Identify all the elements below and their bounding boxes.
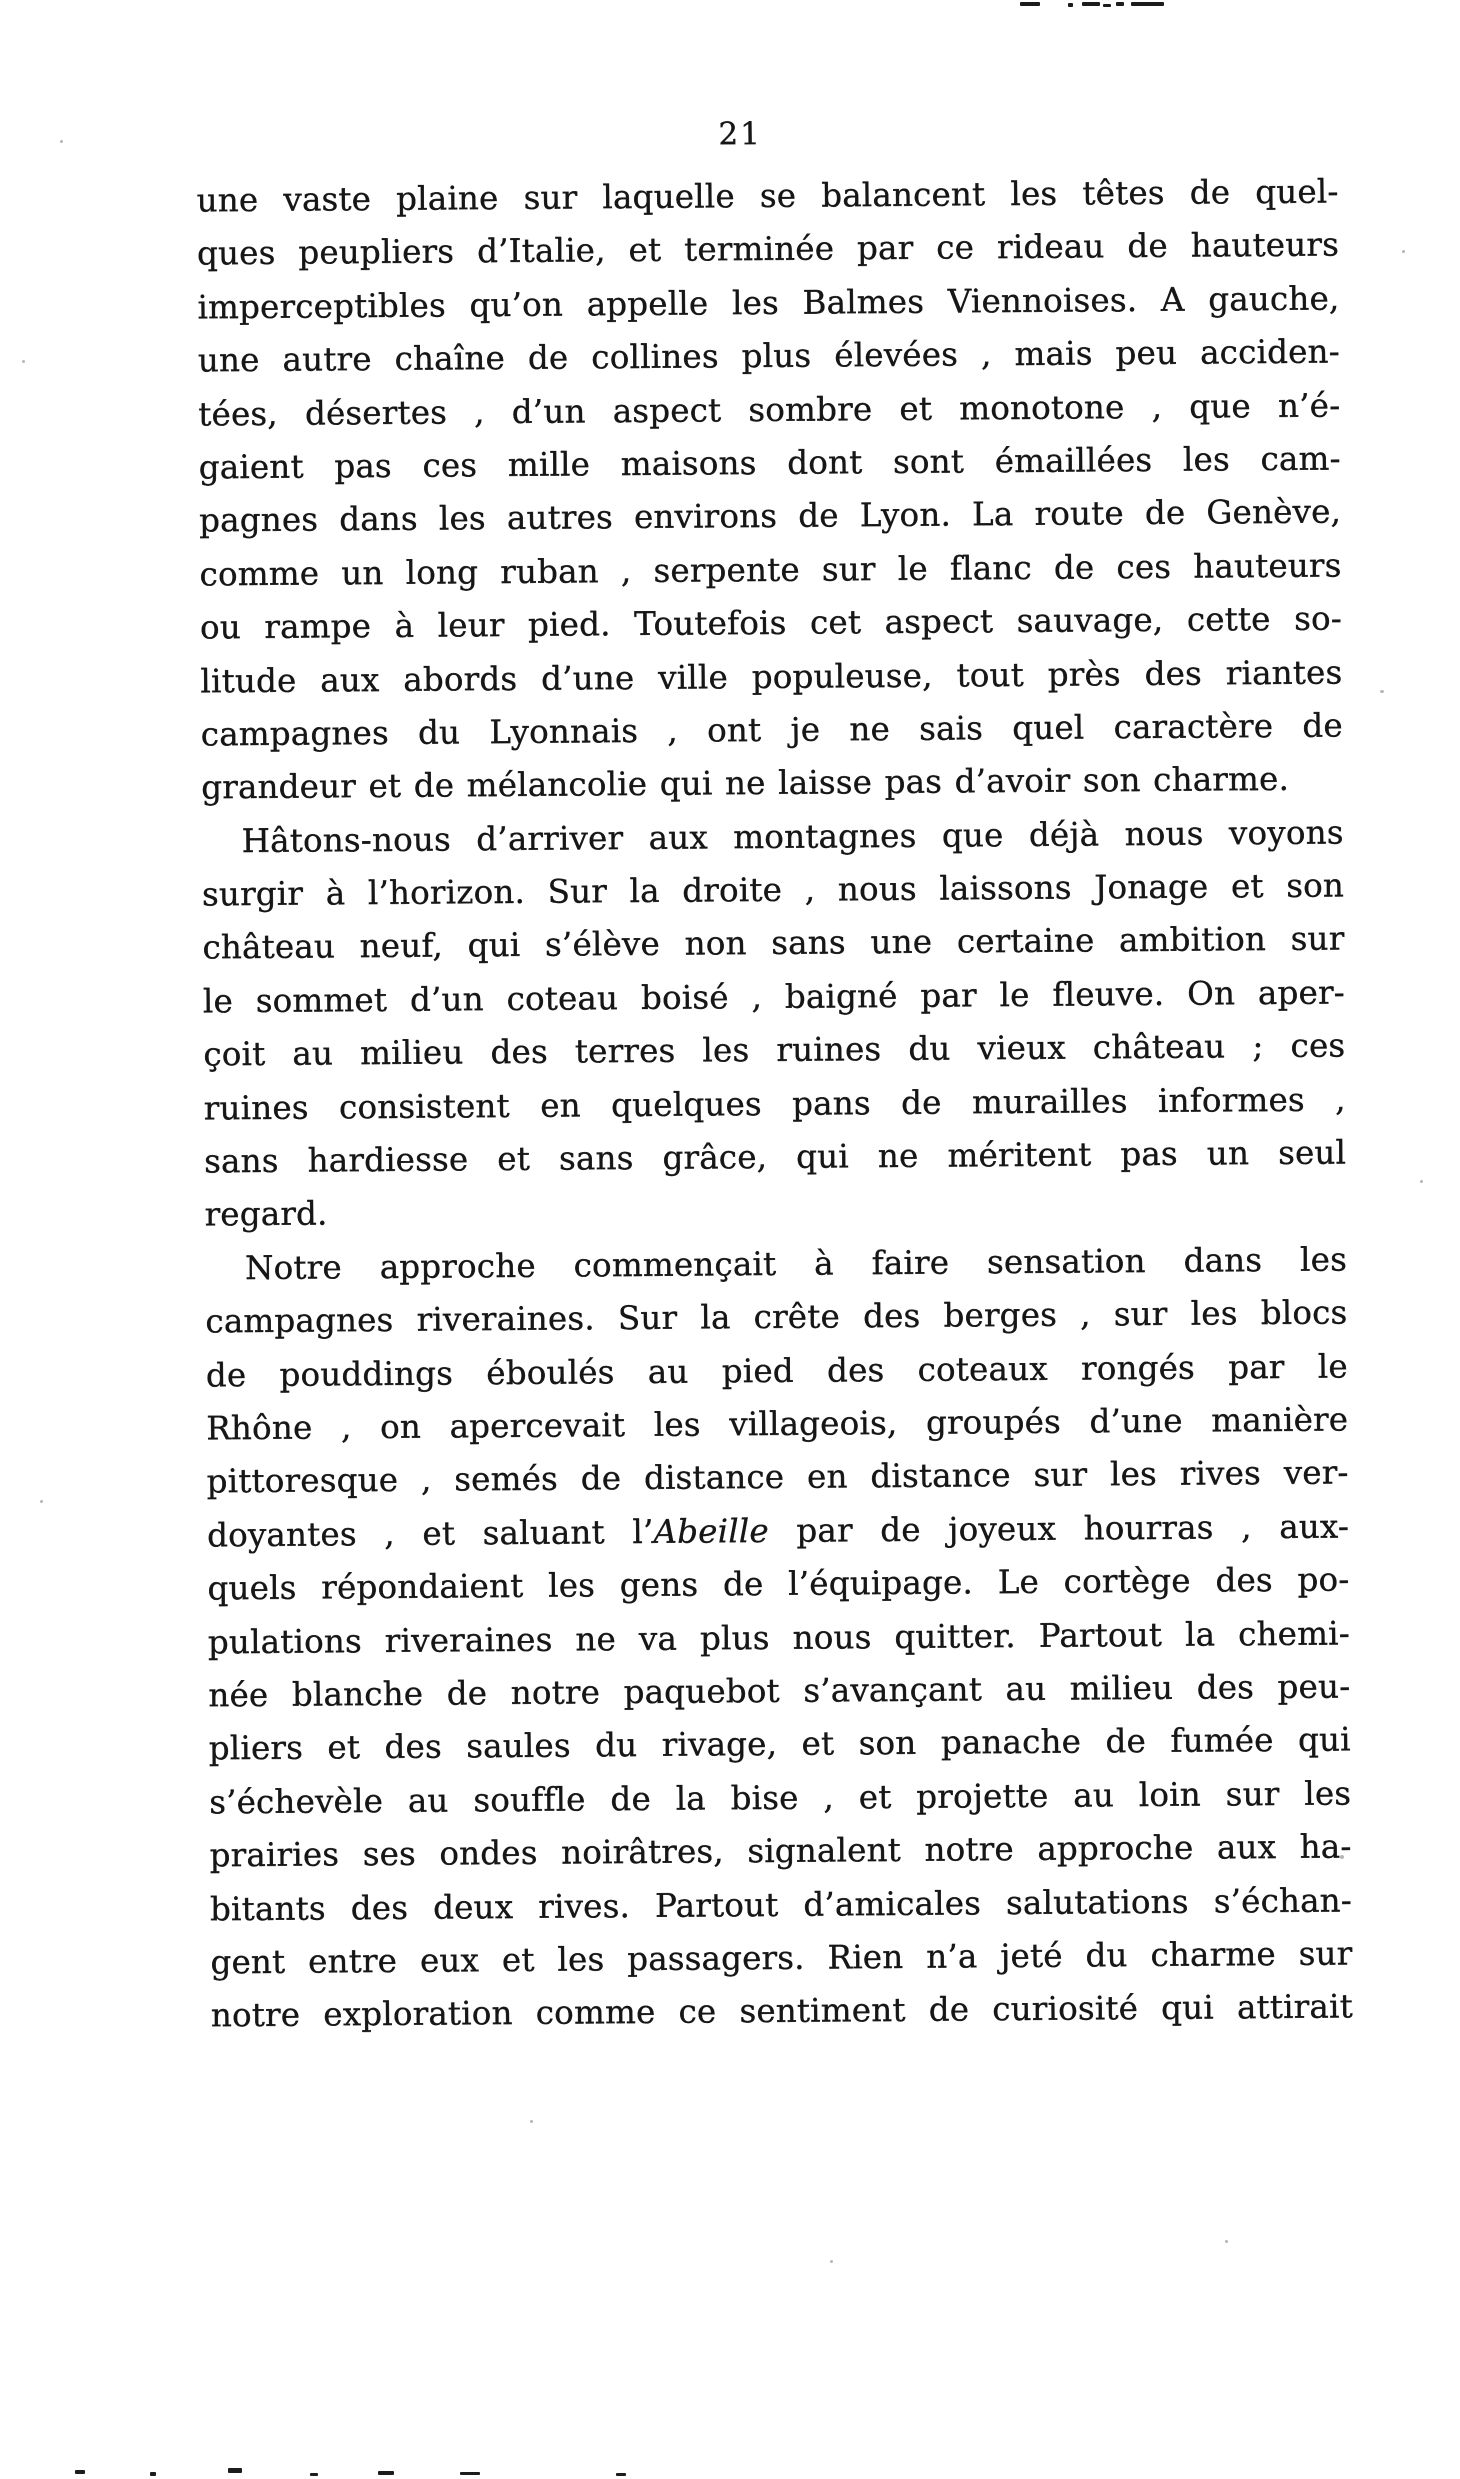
- scan-artifact: [310, 2473, 318, 2476]
- text-line: [202, 913, 1344, 975]
- text-line: [201, 699, 1343, 761]
- text-segment: grandeur et de mélancolie qui ne laisse pas d’avoir son charme.: [201, 760, 1290, 807]
- text-segment: Rhône , on apercevait les villageois, groupés d’une manière: [206, 1400, 1349, 1448]
- text-line: [198, 326, 1340, 388]
- text-line: [206, 1340, 1348, 1402]
- text-segment: tées, désertes , d’un aspect sombre et monotone , que n’é-: [198, 386, 1341, 434]
- text-line: [205, 1287, 1347, 1349]
- text-line: [207, 1554, 1349, 1616]
- text-line: [204, 1180, 1346, 1242]
- text-segment: s’échevèle au souffle de la bise , et projette au loin sur les: [209, 1774, 1352, 1822]
- text-segment: notre exploration comme ce sentiment de curiosité qui attirait: [210, 1987, 1354, 2035]
- scan-artifact: [1131, 2, 1164, 6]
- scan-speck: [1380, 690, 1384, 693]
- scan-speck: [1420, 1180, 1423, 1183]
- text-line: [210, 1927, 1352, 1989]
- text-segment: une vaste plaine sur laquelle se balancent les têtes de quel-: [196, 172, 1339, 220]
- text-line: [203, 1020, 1345, 1082]
- text-segment: pittoresque , semés de distance en distance sur les rives ver-: [206, 1453, 1349, 1501]
- scan-artifact: [1068, 3, 1073, 7]
- text-segment: sans hardiesse et sans grâce, qui ne méritent pas un seul: [204, 1133, 1347, 1181]
- text-line: [201, 753, 1343, 815]
- scan-speck: [22, 360, 25, 363]
- text-line: [211, 1981, 1353, 2043]
- scan-speck: [1402, 250, 1405, 253]
- text-segment: regard.: [204, 1194, 328, 1234]
- text-segment: campagnes riveraines. Sur la crête des berges , sur les blocs: [205, 1293, 1348, 1341]
- text-line: [207, 1500, 1349, 1562]
- text-segment: ou rampe à leur pied. Toutefois cet aspect sauvage, cette so-: [199, 599, 1343, 647]
- text-line: [198, 379, 1340, 441]
- text-segment: ques peupliers d’Italie, et terminée par ce rideau de hauteurs: [196, 225, 1340, 273]
- scan-artifact: [460, 2472, 480, 2475]
- text-segment: bitants des deux rives. Partout d’amicales salutations s’échan-: [209, 1880, 1353, 1928]
- scan-artifact: [1103, 4, 1111, 7]
- scan-speck: [830, 2260, 833, 2263]
- text-segment: campagnes du Lyonnais , ont je ne sais quel caractère de: [200, 706, 1343, 754]
- text-segment: par de joyeux hourras , aux-: [768, 1507, 1350, 1550]
- text-line: [199, 539, 1341, 601]
- text-segment: çoit au milieu des terres les ruines du vieux château ; ces: [203, 1026, 1346, 1074]
- text-line: [206, 1393, 1348, 1455]
- scan-artifact: [75, 2470, 85, 2474]
- text-line: [204, 1127, 1346, 1189]
- text-segment: ruines consistent en quelques pans de murailles informes ,: [203, 1080, 1346, 1128]
- text-line: [209, 1821, 1351, 1883]
- text-line: [200, 593, 1342, 655]
- text-segment: prairies ses ondes noirâtres, signalent notre approche aux ha-: [209, 1827, 1352, 1875]
- text-segment: une autre chaîne de collines plus élevées , mais peu acciden-: [197, 332, 1341, 380]
- text-line: [199, 432, 1341, 494]
- scan-artifact: [1082, 2, 1100, 6]
- text-line: [204, 1073, 1346, 1135]
- text-line: [209, 1767, 1351, 1829]
- text-line: [203, 966, 1345, 1028]
- scan-artifact: [228, 2468, 242, 2473]
- text-segment: quels répondaient les gens de l’équipage. Le cortège des po-: [207, 1560, 1350, 1608]
- text-segment: château neuf, qui s’élève non sans une certaine ambition sur: [202, 919, 1345, 967]
- text-segment: litude aux abords d’une ville populeuse, tout près des riantes: [200, 653, 1343, 700]
- text-segment: gent entre eux et les passagers. Rien n’a jeté du charme sur: [210, 1934, 1353, 1982]
- text-line: [196, 166, 1338, 228]
- text-line: [201, 806, 1343, 868]
- text-segment: pagnes dans les autres environs de Lyon. La route de Genève,: [199, 492, 1342, 540]
- text-line: [199, 486, 1341, 548]
- text-line: [207, 1447, 1349, 1509]
- text-line: [200, 646, 1342, 708]
- text-segment: imperceptibles qu’on appelle les Balmes Viennoises. A gauche,: [197, 279, 1340, 327]
- text-segment: pliers et des saules du rivage, et son panache de fumée qui: [208, 1720, 1351, 1768]
- text-block: [196, 166, 1353, 2044]
- italic-ship-name: Abeille: [653, 1511, 770, 1551]
- text-segment: née blanche de notre paquebot s’avançant au milieu des peu-: [208, 1667, 1351, 1715]
- scan-artifact: [378, 2471, 394, 2475]
- text-line: [205, 1233, 1347, 1295]
- text-line: [208, 1660, 1350, 1722]
- scan-artifact: [150, 2472, 156, 2476]
- scan-speck: [1225, 2240, 1228, 2243]
- text-content: [196, 112, 1353, 2044]
- text-segment: gaient pas ces mille maisons dont sont émaillées les cam-: [198, 439, 1341, 487]
- scan-speck: [40, 1500, 43, 1503]
- page-number: 21: [718, 116, 763, 153]
- scan-speck: [530, 2120, 533, 2123]
- scan-artifact: [1020, 2, 1040, 6]
- text-line: [208, 1607, 1350, 1669]
- text-line: [197, 219, 1339, 281]
- scan-artifact: [1116, 2, 1124, 6]
- text-segment: comme un long ruban , serpente sur le flanc de ces hauteurs: [199, 546, 1342, 594]
- text-segment: Hâtons-nous d’arriver aux montagnes que déjà nous voyons: [241, 813, 1344, 860]
- scan-speck: [60, 140, 63, 143]
- text-line: [202, 860, 1344, 922]
- text-segment: de pouddings éboulés au pied des coteaux rongés par le: [205, 1347, 1348, 1395]
- text-segment: doyantes , et saluant l’: [206, 1512, 654, 1555]
- text-line: [210, 1874, 1352, 1936]
- text-segment: Notre approche commençait à faire sensation dans les: [244, 1240, 1348, 1287]
- text-segment: pulations riveraines ne va plus nous quitter. Partout la chemi-: [207, 1614, 1351, 1661]
- text-line: [209, 1714, 1351, 1776]
- text-segment: surgir à l’horizon. Sur la droite , nous laissons Jonage et son: [201, 866, 1345, 914]
- text-line: [197, 272, 1339, 334]
- scan-artifact: [616, 2473, 626, 2476]
- text-segment: le sommet d’un coteau boisé , baigné par le fleuve. On aper-: [202, 973, 1346, 1021]
